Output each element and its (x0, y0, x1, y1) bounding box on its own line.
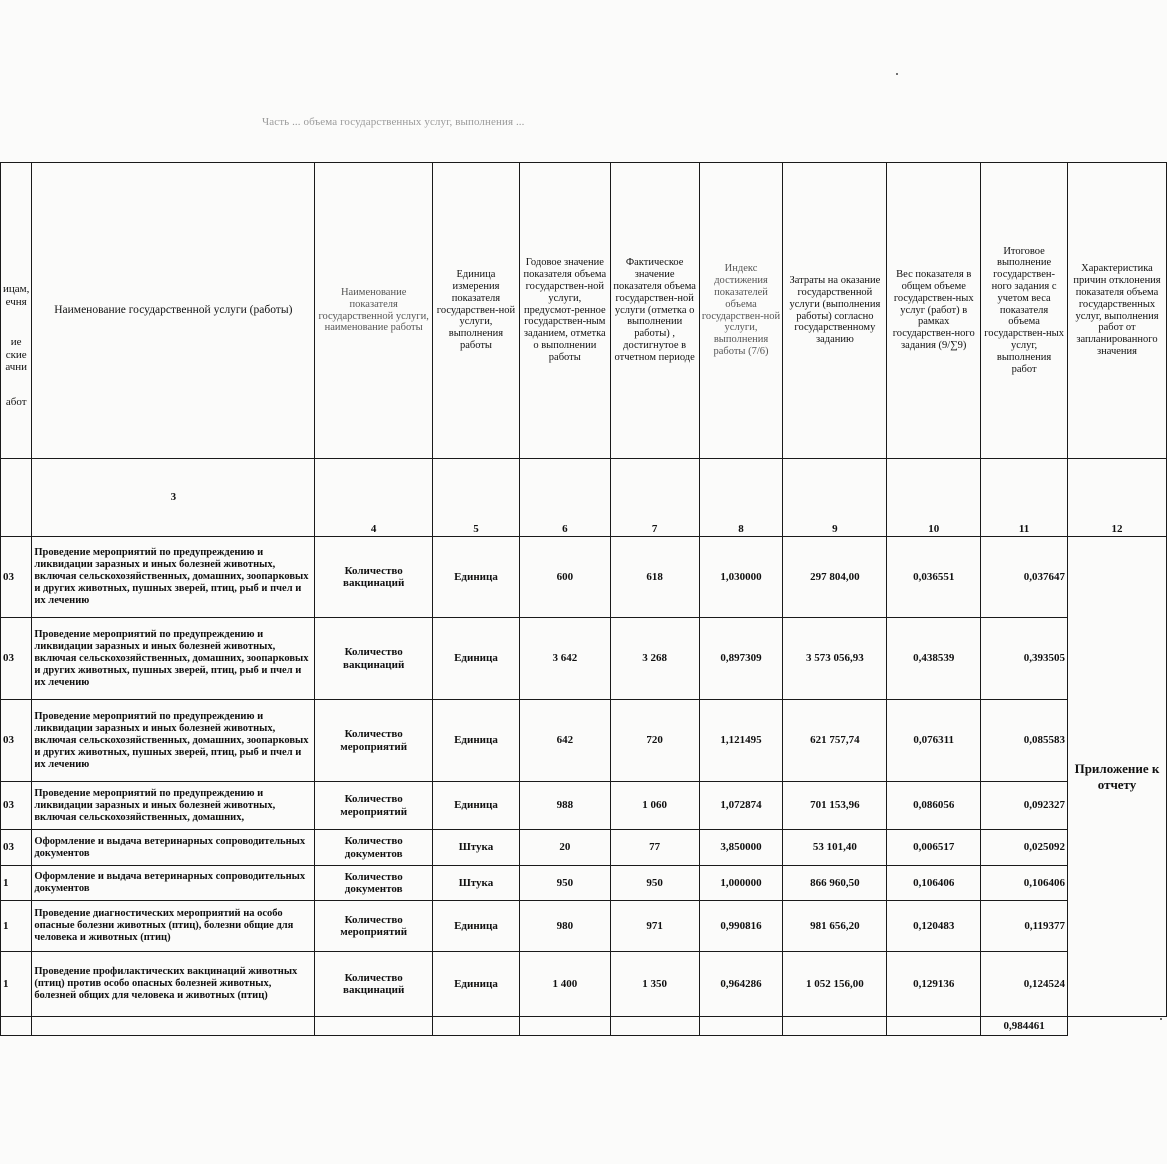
header-service-name: Наименование государственной услуги (работы) (32, 163, 315, 459)
row-service: Проведение мероприятий по предупреждению и ликвидации заразных и иных болезней животных, включая сельскохозяйственных, домашних, зоопарковых и других животных, пушных зверей, птиц, рыб и пчел и их лечению (32, 618, 315, 700)
row-weight: 0,036551 (887, 537, 981, 618)
header-indicator-name: Наименование показателя государственной услуги, наименование работы (315, 163, 433, 459)
row-service: Проведение диагностических мероприятий на особо опасные болезни животных (птиц), болезни общие для человека и животных (птиц) (32, 901, 315, 952)
row-plan: 980 (519, 901, 610, 952)
row-result: 0,124524 (981, 952, 1068, 1017)
table-row (1, 782, 1167, 830)
row-plan: 3 642 (519, 618, 610, 700)
col-number (1, 459, 32, 537)
row-service: Проведение мероприятий по предупреждению и ликвидации заразных и иных болезней животных, включая сельскохозяйственных, домашних, зоопарковых и других животных, пушных зверей, птиц, рыб и пчел и их лечению (32, 700, 315, 782)
header-fragment: ие (10, 336, 22, 348)
row-index: 0,964286 (699, 952, 783, 1017)
row-code: 03 (1, 537, 32, 618)
col-number: 12 (1068, 459, 1167, 537)
row-result: 0,085583 (981, 700, 1068, 782)
row-weight: 0,006517 (887, 830, 981, 866)
row-service: Проведение профилактических вакцинаций животных (птиц) против особо опасных болезней животных, болезней общих для человека и животных (птиц) (32, 952, 315, 1017)
header-fragment: ачни (5, 361, 28, 373)
row-indicator: Количество мероприятий (315, 782, 433, 830)
row-costs: 981 656,20 (783, 901, 887, 952)
row-index: 3,850000 (699, 830, 783, 866)
total-empty (887, 1017, 981, 1036)
column-numbers-row (1, 459, 1167, 537)
row-result: 0,106406 (981, 866, 1068, 901)
row-weight: 0,106406 (887, 866, 981, 901)
col-number: 6 (519, 459, 610, 537)
header-result: Итоговое выполнение государствен-ного задания с учетом веса показателя объема государствен-ных услуг, выполнения работ (981, 163, 1068, 459)
row-index: 1,072874 (699, 782, 783, 830)
header-fragment: ечня (5, 295, 27, 308)
row-code: 1 (1, 952, 32, 1017)
row-result: 0,119377 (981, 901, 1068, 952)
row-weight: 0,086056 (887, 782, 981, 830)
row-code: 1 (1, 901, 32, 952)
row-plan: 950 (519, 866, 610, 901)
row-code: 03 (1, 782, 32, 830)
row-costs: 866 960,50 (783, 866, 887, 901)
row-plan: 988 (519, 782, 610, 830)
header-fragment: ские (5, 348, 27, 361)
appendix-note: Приложение к отчету (1068, 537, 1167, 1017)
col-number: 7 (610, 459, 699, 537)
report-table (0, 162, 1167, 1036)
row-service: Проведение мероприятий по предупреждению и ликвидации заразных и иных болезней животных, включая сельскохозяйственных, домашних, (32, 782, 315, 830)
row-index: 1,121495 (699, 700, 783, 782)
row-index: 0,897309 (699, 618, 783, 700)
row-costs: 621 757,74 (783, 700, 887, 782)
total-empty (32, 1017, 315, 1036)
row-unit: Единица (433, 901, 520, 952)
row-code: 03 (1, 700, 32, 782)
row-index: 1,030000 (699, 537, 783, 618)
col-number: 4 (315, 459, 433, 537)
row-result: 0,092327 (981, 782, 1068, 830)
total-empty (433, 1017, 520, 1036)
header-row (1, 163, 1167, 459)
row-unit: Штука (433, 830, 520, 866)
row-plan: 1 400 (519, 952, 610, 1017)
row-result: 0,037647 (981, 537, 1068, 618)
row-fact: 950 (610, 866, 699, 901)
row-fact: 1 350 (610, 952, 699, 1017)
row-service: Оформление и выдача ветеринарных сопроводительных документов (32, 866, 315, 901)
row-indicator: Количество документов (315, 830, 433, 866)
row-plan: 600 (519, 537, 610, 618)
col-number: 8 (699, 459, 783, 537)
header-col-code (1, 163, 32, 459)
row-code: 1 (1, 866, 32, 901)
header-fragment: ицам, (3, 283, 30, 295)
row-unit: Единица (433, 618, 520, 700)
row-service: Проведение мероприятий по предупреждению и ликвидации заразных и иных болезней животных, включая сельскохозяйственных, домашних, зоопарковых и других животных, пушных зверей, птиц, рыб и пчел и их лечению (32, 537, 315, 618)
col-number: 5 (433, 459, 520, 537)
row-code: 03 (1, 830, 32, 866)
row-fact: 1 060 (610, 782, 699, 830)
header-unit: Единица измерения показателя государствен-ной услуги, выполнения работы (433, 163, 520, 459)
row-plan: 20 (519, 830, 610, 866)
row-unit: Единица (433, 700, 520, 782)
page-title: Часть ... объема государственных услуг, выполнения ... (262, 116, 525, 128)
table-row (1, 830, 1167, 866)
row-weight: 0,129136 (887, 952, 981, 1017)
col-number: 3 (32, 459, 315, 537)
scan-speck (896, 73, 898, 75)
row-fact: 3 268 (610, 618, 699, 700)
header-index: Индекс достижения показателей объема государствен-ной услуги, выполнения работы (7/6) (699, 163, 783, 459)
row-costs: 53 101,40 (783, 830, 887, 866)
header-fragment: абот (5, 395, 27, 408)
row-unit: Единица (433, 782, 520, 830)
header-weight: Вес показателя в общем объеме государствен-ных услуг (работ) в рамках государствен-ного задания (9/∑9) (887, 163, 981, 459)
table-row (1, 700, 1167, 782)
row-index: 0,990816 (699, 901, 783, 952)
row-costs: 3 573 056,93 (783, 618, 887, 700)
row-costs: 297 804,00 (783, 537, 887, 618)
row-indicator: Количество документов (315, 866, 433, 901)
table-row (1, 618, 1167, 700)
total-empty (519, 1017, 610, 1036)
total-empty (610, 1017, 699, 1036)
table-row (1, 901, 1167, 952)
table-row (1, 952, 1167, 1017)
total-empty (783, 1017, 887, 1036)
col-number: 10 (887, 459, 981, 537)
row-indicator: Количество мероприятий (315, 901, 433, 952)
row-costs: 701 153,96 (783, 782, 887, 830)
row-fact: 77 (610, 830, 699, 866)
row-indicator: Количество вакцинаций (315, 537, 433, 618)
row-unit: Единица (433, 537, 520, 618)
table-row (1, 537, 1167, 618)
row-plan: 642 (519, 700, 610, 782)
row-indicator: Количество вакцинаций (315, 952, 433, 1017)
col-number: 9 (783, 459, 887, 537)
row-indicator: Количество мероприятий (315, 700, 433, 782)
row-fact: 618 (610, 537, 699, 618)
total-row (1, 1017, 1167, 1036)
scan-speck (1160, 1018, 1162, 1020)
header-plan-value: Годовое значение показателя объема государствен-ной услуги, предусмот-ренное государствен-ным заданием, отметка о выполнении работы (519, 163, 610, 459)
row-unit: Штука (433, 866, 520, 901)
header-deviation-reason: Характеристика причин отклонения показателя объема государственных услуг, выполнения работ от запланированного значения (1068, 163, 1167, 459)
total-empty (1, 1017, 32, 1036)
row-weight: 0,120483 (887, 901, 981, 952)
row-result: 0,393505 (981, 618, 1068, 700)
header-costs: Затраты на оказание государственной услуги (выполнения работы) согласно государственному заданию (783, 163, 887, 459)
row-index: 1,000000 (699, 866, 783, 901)
total-empty (1068, 1017, 1167, 1036)
row-weight: 0,438539 (887, 618, 981, 700)
total-value: 0,984461 (981, 1017, 1068, 1036)
total-empty (699, 1017, 783, 1036)
col-number: 11 (981, 459, 1068, 537)
table-row (1, 866, 1167, 901)
header-fact-value: Фактическое значение показателя объема государствен-ной услуги (отметка о выполнении работы) , достигнутое в отчетном периоде (610, 163, 699, 459)
row-weight: 0,076311 (887, 700, 981, 782)
row-indicator: Количество вакцинаций (315, 618, 433, 700)
total-empty (315, 1017, 433, 1036)
row-code: 03 (1, 618, 32, 700)
row-fact: 971 (610, 901, 699, 952)
row-result: 0,025092 (981, 830, 1068, 866)
row-service: Оформление и выдача ветеринарных сопроводительных документов (32, 830, 315, 866)
row-fact: 720 (610, 700, 699, 782)
row-costs: 1 052 156,00 (783, 952, 887, 1017)
row-unit: Единица (433, 952, 520, 1017)
